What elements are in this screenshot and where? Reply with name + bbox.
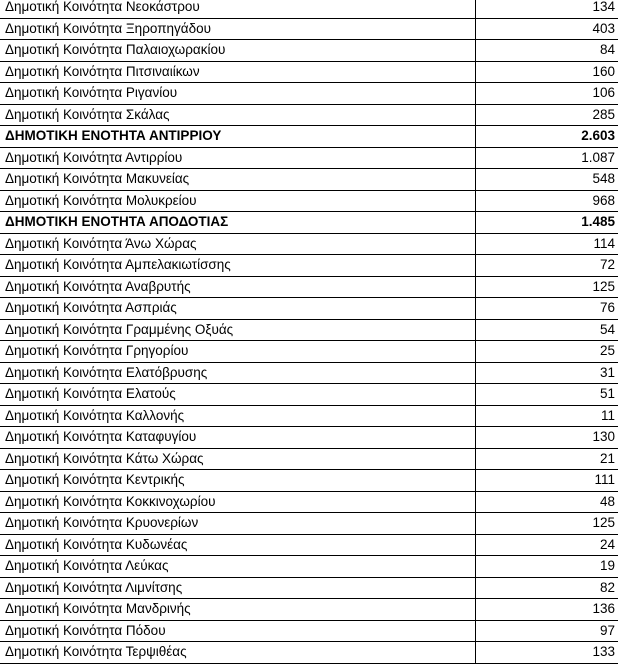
table-row <box>0 556 618 578</box>
community-name-cell: Δημοτική Κοινότητα Κοκκινοχωρίου <box>0 491 475 513</box>
population-value-cell: 548 <box>475 169 618 191</box>
population-value-cell: 125 <box>475 276 618 298</box>
population-value-cell: 82 <box>475 577 618 599</box>
table-row <box>0 276 618 298</box>
population-value-cell: 72 <box>475 255 618 277</box>
population-value-cell: 160 <box>475 61 618 83</box>
population-value-cell: 130 <box>475 427 618 449</box>
population-value-cell: 21 <box>475 448 618 470</box>
table-row <box>0 147 618 169</box>
community-name-cell: Δημοτική Κοινότητα Ελατόβρυσης <box>0 362 475 384</box>
population-value-cell: 2.603 <box>475 126 618 148</box>
community-name-cell: Δημοτική Κοινότητα Ελατούς <box>0 384 475 406</box>
community-name-cell: Δημοτική Κοινότητα Καλλονής <box>0 405 475 427</box>
community-name-cell: Δημοτική Κοινότητα Λιμνίτσης <box>0 577 475 599</box>
population-value-cell: 133 <box>475 642 618 664</box>
table-row <box>0 319 618 341</box>
table-row <box>0 405 618 427</box>
table-row <box>0 61 618 83</box>
community-name-cell: Δημοτική Κοινότητα Ριγανίου <box>0 83 475 105</box>
population-value-cell: 1.087 <box>475 147 618 169</box>
community-name-cell: Δημοτική Κοινότητα Κάτω Χώρας <box>0 448 475 470</box>
community-name-cell: Δημοτική Κοινότητα Αναβρυτής <box>0 276 475 298</box>
community-name-cell: Δημοτική Κοινότητα Μολυκρείου <box>0 190 475 212</box>
population-value-cell: 285 <box>475 104 618 126</box>
population-value-cell: 48 <box>475 491 618 513</box>
community-name-cell: Δημοτική Κοινότητα Πιτσιναιίκων <box>0 61 475 83</box>
population-value-cell: 54 <box>475 319 618 341</box>
table-row <box>0 0 618 18</box>
table-row <box>0 577 618 599</box>
population-value-cell: 106 <box>475 83 618 105</box>
population-value-cell: 31 <box>475 362 618 384</box>
community-name-cell: Δημοτική Κοινότητα Λεύκας <box>0 556 475 578</box>
population-value-cell: 136 <box>475 599 618 621</box>
table-row-section-total <box>0 126 618 148</box>
community-name-cell: Δημοτική Κοινότητα Αντιρρίου <box>0 147 475 169</box>
community-name-cell: ΔΗΜΟΤΙΚΗ ΕΝΟΤΗΤΑ ΑΝΤΙΡΡΙΟΥ <box>0 126 475 148</box>
population-value-cell: 51 <box>475 384 618 406</box>
community-name-cell: Δημοτική Κοινότητα Γρηγορίου <box>0 341 475 363</box>
community-name-cell: Δημοτική Κοινότητα Μακυνείας <box>0 169 475 191</box>
table-row <box>0 513 618 535</box>
table-row <box>0 169 618 191</box>
population-value-cell: 134 <box>475 0 618 18</box>
table-row <box>0 104 618 126</box>
community-name-cell: Δημοτική Κοινότητα Άνω Χώρας <box>0 233 475 255</box>
population-value-cell: 97 <box>475 620 618 642</box>
population-value-cell: 76 <box>475 298 618 320</box>
population-value-cell: 968 <box>475 190 618 212</box>
community-name-cell: Δημοτική Κοινότητα Πόδου <box>0 620 475 642</box>
community-name-cell: Δημοτική Κοινότητα Κρυονερίων <box>0 513 475 535</box>
table-row <box>0 599 618 621</box>
community-name-cell: Δημοτική Κοινότητα Παλαιοχωρακίου <box>0 40 475 62</box>
table-row <box>0 40 618 62</box>
population-value-cell: 114 <box>475 233 618 255</box>
community-name-cell: Δημοτική Κοινότητα Νεοκάστρου <box>0 0 475 18</box>
population-value-cell: 25 <box>475 341 618 363</box>
table-row <box>0 491 618 513</box>
table-row <box>0 427 618 449</box>
table-row <box>0 642 618 664</box>
population-value-cell: 403 <box>475 18 618 40</box>
community-name-cell: Δημοτική Κοινότητα Μανδρινής <box>0 599 475 621</box>
community-name-cell: Δημοτική Κοινότητα Σκάλας <box>0 104 475 126</box>
population-value-cell: 24 <box>475 534 618 556</box>
table-row <box>0 298 618 320</box>
community-name-cell: Δημοτική Κοινότητα Ασπριάς <box>0 298 475 320</box>
table-row <box>0 255 618 277</box>
population-value-cell: 111 <box>475 470 618 492</box>
community-name-cell: Δημοτική Κοινότητα Τερψιθέας <box>0 642 475 664</box>
population-value-cell: 19 <box>475 556 618 578</box>
table-row-section-total <box>0 212 618 234</box>
table-row <box>0 190 618 212</box>
table-row <box>0 18 618 40</box>
community-name-cell: Δημοτική Κοινότητα Κυδωνέας <box>0 534 475 556</box>
community-name-cell: Δημοτική Κοινότητα Αμπελακιωτίσσης <box>0 255 475 277</box>
community-name-cell: ΔΗΜΟΤΙΚΗ ΕΝΟΤΗΤΑ ΑΠΟΔΟΤΙΑΣ <box>0 212 475 234</box>
population-value-cell: 1.485 <box>475 212 618 234</box>
table-row <box>0 534 618 556</box>
table-row <box>0 384 618 406</box>
community-name-cell: Δημοτική Κοινότητα Γραμμένης Οξυάς <box>0 319 475 341</box>
population-value-cell: 84 <box>475 40 618 62</box>
table-row <box>0 620 618 642</box>
table-row <box>0 362 618 384</box>
table-row <box>0 341 618 363</box>
population-value-cell: 125 <box>475 513 618 535</box>
table-row <box>0 448 618 470</box>
table-row <box>0 233 618 255</box>
community-name-cell: Δημοτική Κοινότητα Κεντρικής <box>0 470 475 492</box>
table-row <box>0 83 618 105</box>
population-value-cell: 11 <box>475 405 618 427</box>
community-name-cell: Δημοτική Κοινότητα Καταφυγίου <box>0 427 475 449</box>
table-row <box>0 470 618 492</box>
community-name-cell: Δημοτική Κοινότητα Ξηροπηγάδου <box>0 18 475 40</box>
